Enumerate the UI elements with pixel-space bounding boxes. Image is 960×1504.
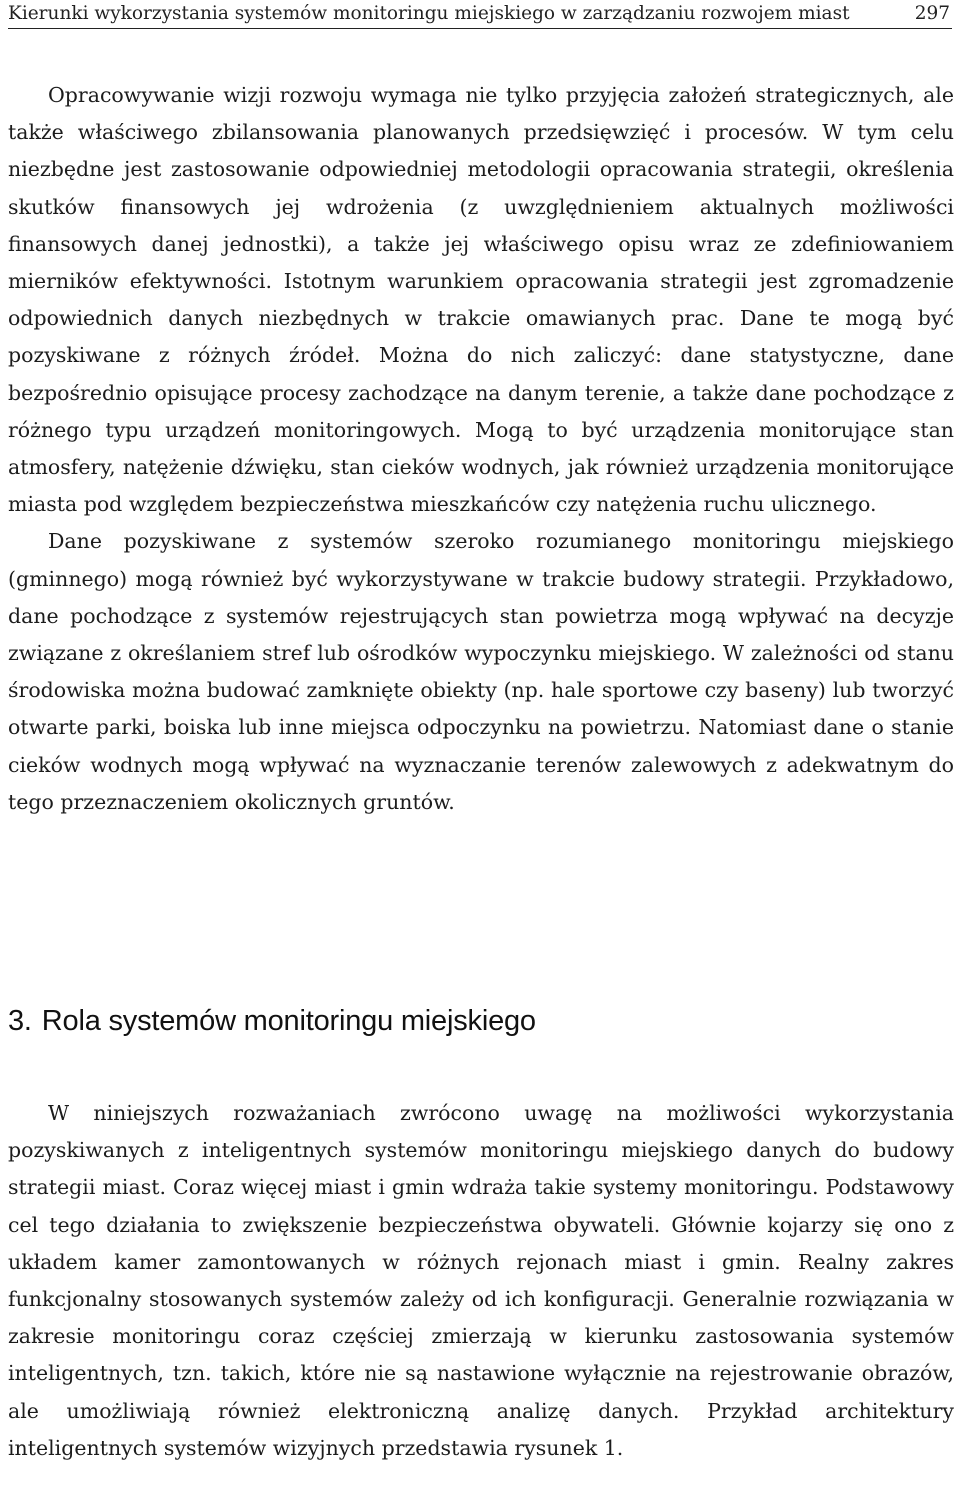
page-number: 297	[914, 3, 950, 24]
paragraph: Opracowywanie wizji rozwoju wymaga nie tylko przyjęcia założeń strategicznych, ale także właściwego zbilansowania planowanych przedsięwzięć i procesów. W tym celu niezbędne jest zastosowanie odpowiedniej metodologii opracowania strategii, określenia skutków finansowych jej wdrożenia (z uwzględnieniem aktualnych możliwości finansowych danej jednostki), a także jej właściwego opisu wraz ze zdefiniowaniem mierników efektywności. Istotnym warunkiem opracowania strategii jest zgromadzenie odpowiednich danych niezbędnych w trakcie omawianych prac. Dane te mogą być pozyskiwane z różnych źródeł. Można do nich zaliczyć: dane statystyczne, dane bezpośrednio opisujące procesy zachodzące na danym terenie, a także dane pochodzące z różnego typu urządzeń monitoringowych. Mogą to być urządzenia monitorujące stan atmosfery, natężenie dźwięku, stan cieków wodnych, jak również urządzenia monitorujące miasta pod względem bezpieczeństwa mieszkańców czy natężenia ruchu ulicznego.	[8, 83, 954, 517]
paragraph: W niniejszych rozważaniach zwrócono uwagę na możliwości wykorzystania pozyskiwanych z inteligentnych systemów monitoringu miejskiego danych do budowy strategii miast. Coraz więcej miast i gmin wdraża takie systemy monitoringu. Podstawowy cel tego działania to zwiększenie bezpieczeństwa obywateli. Głównie kojarzy się ono z układem kamer zamontowanych w różnych rejonach miast i gmin. Realny zakres funkcjonalny stosowanych systemów zależy od ich konfiguracji. Generalnie rozwiązania w zakresie monitoringu coraz częściej zmierzają w kierunku zastosowania systemów inteligentnych, tzn. takich, które nie są nastawione wyłącznie na rejestrowanie obrazów, ale umożliwiają również elektroniczną analizę danych. Przykład architektury inteligentnych systemów wizyjnych przedstawia rysunek 1.	[8, 1101, 954, 1460]
section-title: Rola systemów monitoringu miejskiego	[41, 1005, 536, 1037]
body-text-bottom	[8, 1095, 954, 1467]
paragraph: Dane pozyskiwane z systemów szeroko rozumianego monitoringu miejskiego (gminnego) mogą również być wykorzystywane w trakcie budowy strategii. Przykładowo, dane pochodzące z systemów rejestrujących stan powietrza mogą wpływać na decyzje związane z określaniem stref lub ośrodków wypoczynku miejskiego. W zależności od stanu środowiska można budować zamknięte obiekty (np. hale sportowe czy baseny) lub tworzyć otwarte parki, boiska lub inne miejsca odpoczynku na powietrzu. Natomiast dane o stanie cieków wodnych mogą wpływać na wyznaczanie terenów zalewowych z adekwatnym do tego przeznaczeniem okolicznych gruntów.	[8, 529, 954, 814]
body-text-top	[8, 77, 954, 821]
section-number: 3.	[8, 1005, 32, 1037]
running-header	[8, 0, 952, 29]
running-header-title: Kierunki wykorzystania systemów monitoringu miejskiego w zarządzaniu rozwojem miast	[8, 3, 850, 24]
section-heading	[8, 1005, 536, 1038]
